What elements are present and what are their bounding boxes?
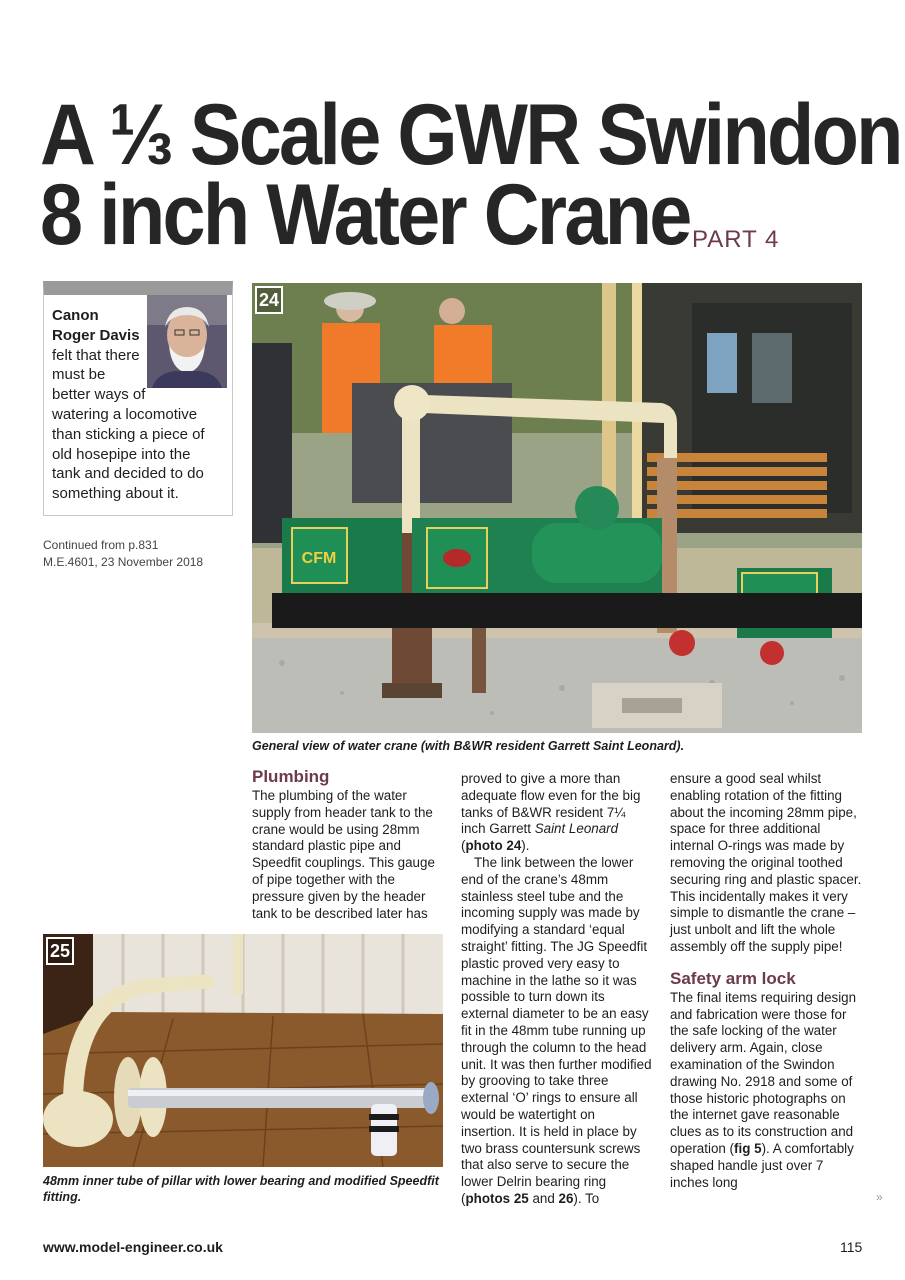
col2-paragraph-2: The link between the lower end of the crane’s 48mm stainless steel tube and the incoming supply was made by modifying a standard ‘equal straight’ fitting. The JG Speedfit plastic proved very easy to machine in the lathe so it was possible to turn down its external diameter to be an easy fit in the 48mm tube running up through the column to the head unit. It was then further modified by grooving to take three external ‘O’ rings to ensure all would be watertight on insertion. It is held in place by two brass countersunk screws that also serve to secure the lower Delrin bearing ring (photos 25 and 26). To — [461, 854, 652, 1206]
intro-body: felt that there must be better ways of watering a locomotive than sticking a piece of old hosepipe into the tank and decided to do something about it. — [52, 346, 205, 503]
article-title-line-1: A ⅓ Scale GWR Swindon — [40, 87, 901, 183]
photo-25-number: 25 — [46, 937, 74, 965]
col2-paragraph-1: proved to give a more than adequate flow even for the big tanks of B&WR resident 7¼ inch Garrett Saint Leonard (photo 24). — [461, 771, 641, 854]
page-number: 115 — [840, 1239, 863, 1255]
heading-safety-arm-lock: Safety arm lock — [670, 968, 796, 988]
col3-paragraph-2: The final items requiring design and fabrication were those for the safe locking of the water delivery arm. Again, close examination of the Swindon drawing No. 2918 and some of those historic photographs on the internet gave reasonable clues as to its construction and operation (fig 5). A comfortably shaped handle just over 7 inches long — [670, 989, 857, 1190]
continued-note — [43, 537, 203, 571]
column-2 — [461, 771, 653, 1208]
col1-paragraph-1: The plumbing of the water supply from header tank to the crane would be using 28mm standard plastic pipe and Speedfit couplings. This gauge of pipe together with the pressure given by the header tank to be described later has — [252, 788, 435, 921]
photo-25-caption: 48mm inner tube of pillar with lower bearing and modified Speedfit fitting. — [43, 1174, 439, 1204]
photo-24 — [252, 283, 862, 733]
footer-website[interactable]: www.model-engineer.co.uk — [43, 1239, 223, 1255]
photo-24-caption: General view of water crane (with B&WR resident Garrett Saint Leonard). — [252, 739, 685, 753]
continued-line-2: M.E.4601, 23 November 2018 — [43, 555, 204, 569]
column-3 — [670, 771, 862, 1191]
intro-author: Canon Roger Davis — [52, 307, 140, 344]
part-label: PART 4 — [692, 226, 780, 253]
heading-plumbing: Plumbing — [252, 767, 330, 786]
col3-paragraph-1: ensure a good seal whilst enabling rotation of the fitting about the incoming 28mm pipe, space for three additional internal O-rings was made by removing the original toothed securing ring and plastic spacer. This incidentally makes it very simple to dismantle the crane – just unbolt and lift the whole assembly off the supply pipe! — [670, 771, 862, 954]
continue-marker: » — [876, 1190, 883, 1204]
photo-24-number: 24 — [255, 286, 283, 314]
intro-text — [52, 306, 222, 504]
loco-badge-left: CFM — [301, 550, 337, 567]
photo-25 — [43, 934, 443, 1167]
continued-line-1: Continued from p.831 — [43, 538, 159, 552]
article-title-line-2: 8 inch Water Crane — [40, 167, 690, 263]
column-1 — [252, 767, 444, 922]
